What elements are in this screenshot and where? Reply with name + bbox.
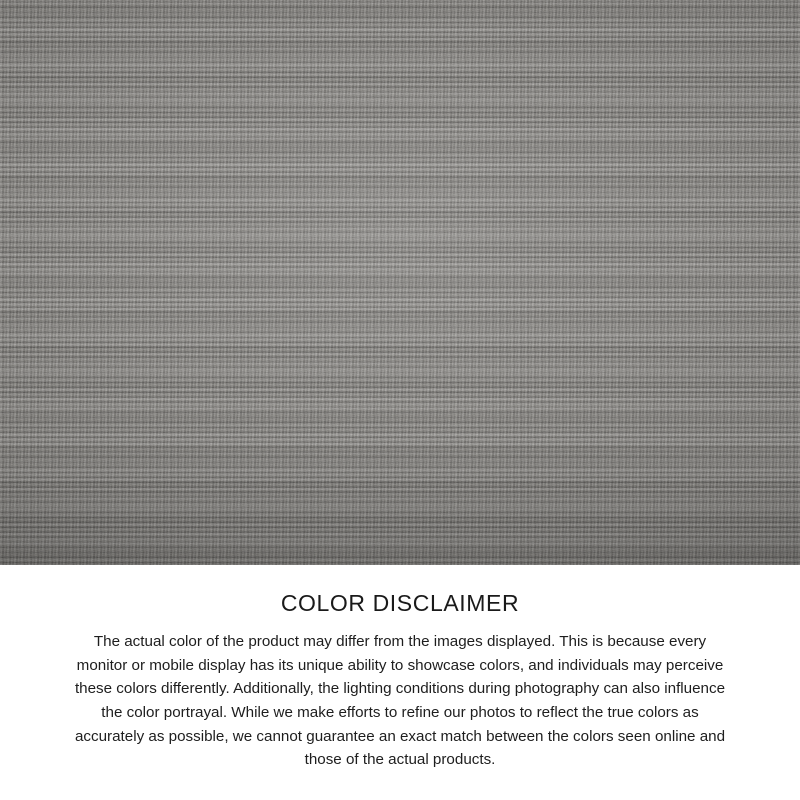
disclaimer-section	[0, 565, 800, 800]
fabric-bottom-shadow-band	[0, 445, 800, 565]
disclaimer-body-text: The actual color of the product may differ from the images displayed. This is because every monitor or mobile display has its unique ability to showcase colors, and individuals may perceive these colors differently. Additionally, the lighting conditions during photography can also influence the color portrayal. While we make efforts to refine our photos to reflect the true colors as accurately as possible, we cannot guarantee an exact match between the colors seen online and those of the actual products.	[74, 633, 726, 769]
disclaimer-title: COLOR DISCLAIMER	[280, 590, 520, 616]
